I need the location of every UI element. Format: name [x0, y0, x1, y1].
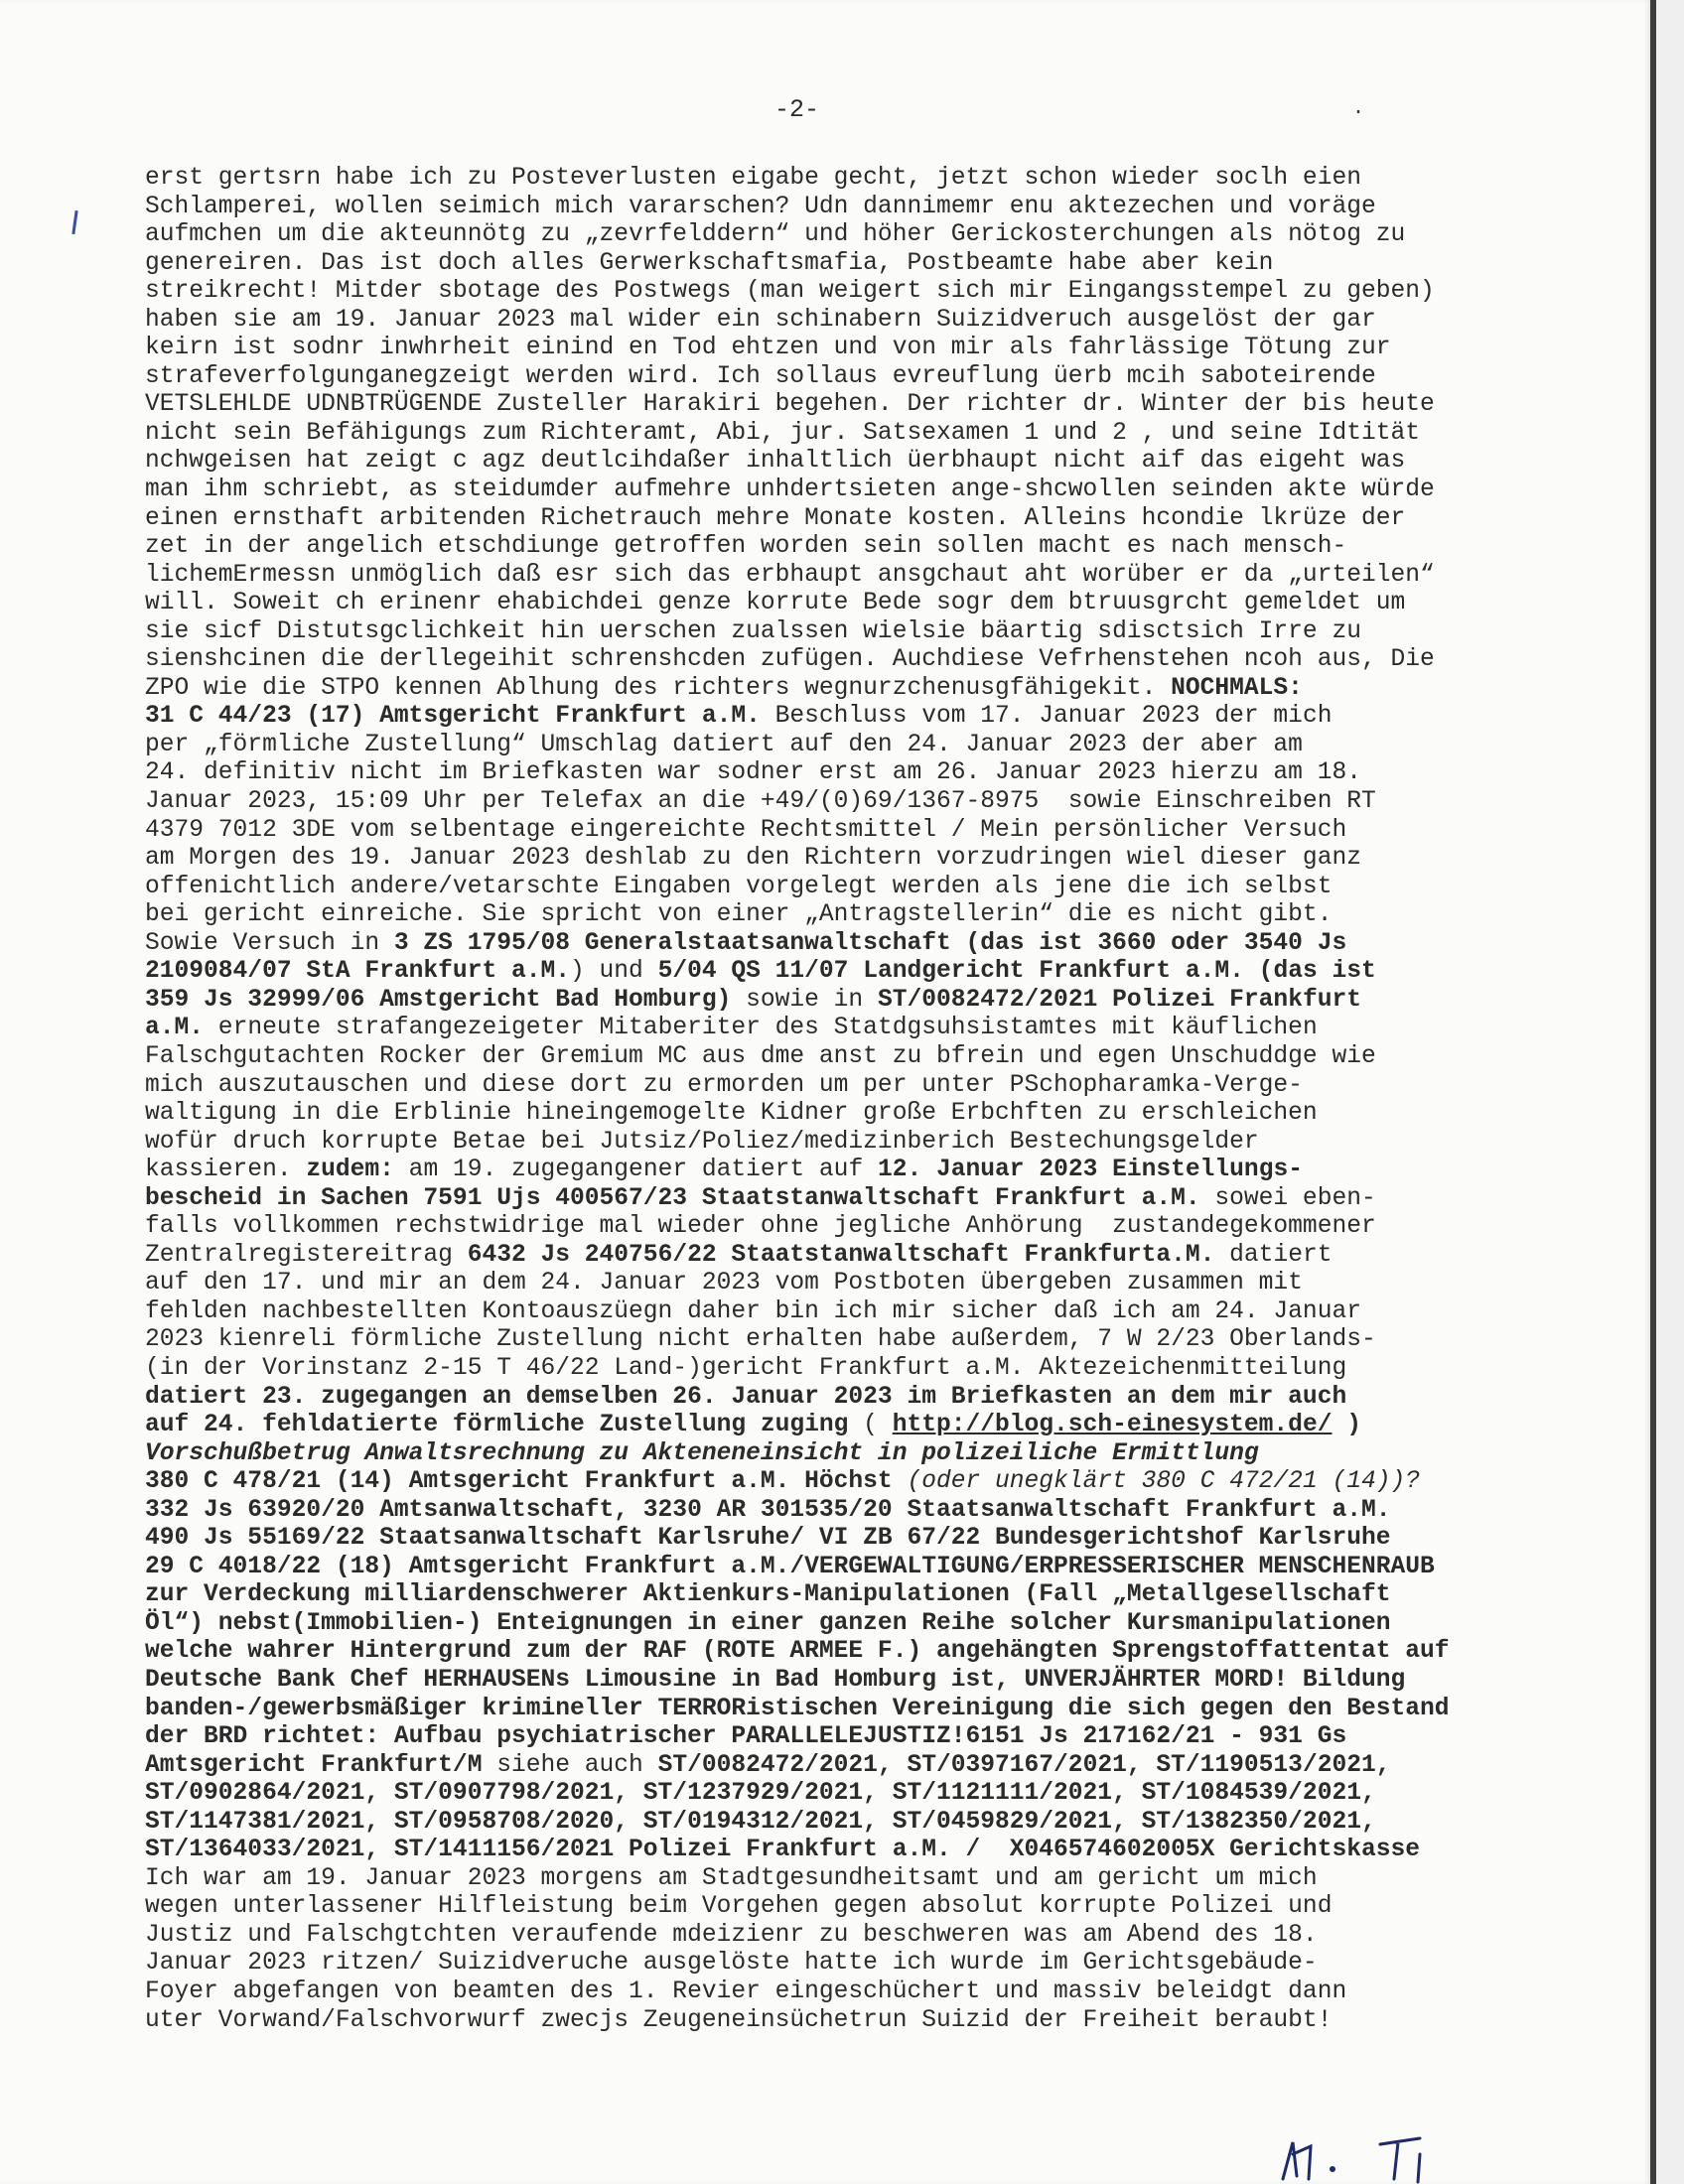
letter-body: [145, 165, 1495, 2035]
text-segment: keirn ist sodnr inwhrheit einind en Tod ehtzen und von mir als fahrlässige Tötung zur: [145, 335, 1391, 362]
text-segment: Falschgutachten Rocker der Gremium MC aus dme anst zu bfrein und egen Unschuddge wie: [145, 1042, 1376, 1070]
text-segment: 490 Js 55169/22 Staatsanwaltschaft Karlsruhe/ VI ZB 67/22 Bundesgerichtshof Karlsruhe: [145, 1525, 1391, 1553]
text-segment: der BRD richtet: Aufbau psychiatrischer PARALLELEJUSTIZ!6151 Js 217162/21 - 931 Gs: [145, 1723, 1347, 1751]
text-segment: 2023 kienreli förmliche Zustellung nicht erhalten habe außerdem, 7 W 2/23 Oberlands-: [145, 1326, 1376, 1354]
text-segment: 380 C 478/21 (14) Amtsgericht Frankfurt a.M. Höchst: [145, 1468, 893, 1496]
text-segment: Sowie Versuch in: [145, 929, 394, 957]
text-line: [145, 1129, 1495, 1158]
text-line: [145, 930, 1495, 959]
text-segment: datiert 23. zugegangen an demselben 26. Januar 2023 im Briefkasten an dem mir auch: [145, 1383, 1347, 1411]
text-line: [145, 1242, 1495, 1271]
text-segment: ) und: [570, 958, 658, 986]
text-line: [145, 505, 1495, 534]
text-line: [145, 250, 1495, 279]
text-line: [145, 307, 1495, 336]
text-segment: Öl“) nebst(Immobilien-) Enteignungen in einer ganzen Reihe solcher Kursmanipulationen: [145, 1609, 1391, 1637]
text-segment: sowie in: [731, 986, 878, 1014]
text-segment: sie sicf Distutsgclichkeit hin uerschen zualssen wielsie bäartig sdisctsich Irre zu: [145, 617, 1361, 645]
handwritten-signature: [1271, 2124, 1509, 2184]
text-line: [145, 1865, 1495, 1894]
text-line: [145, 1468, 1495, 1497]
text-segment: 12. Januar 2023 Einstellungs-: [877, 1157, 1303, 1184]
text-segment: ST/0082472/2021 Polizei Frankfurt: [877, 986, 1361, 1014]
text-segment: auf den 17. und mir an dem 24. Januar 2023 vom Postboten übergeben zusammen mit: [145, 1270, 1303, 1297]
text-segment: ST/0902864/2021, ST/0907798/2021, ST/1237929/2021, ST/1121111/2021, ST/1084539/2021,: [145, 1780, 1376, 1808]
text-segment: sowei eben-: [1199, 1184, 1376, 1212]
blog-link[interactable]: http://blog.sch-einesystem.de/: [892, 1412, 1333, 1439]
text-segment: will. Soweit ch erinenr ehabichdei genze korrute Bede sogr dem btruusgrcht gemeldet um: [145, 590, 1406, 617]
text-line: [145, 1667, 1495, 1696]
text-segment: ZPO wie die STPO kennen Ablhung des richters wegnurzchenusgfähigekit.: [145, 674, 1172, 702]
text-segment: wegen unterlassener Hilfleistung beim Vorgehen gegen absolut korrupte Polizei und: [145, 1893, 1333, 1921]
text-segment: bei gericht einreiche. Sie spricht von einer „Antragstellerin“ die es nicht gibt.: [145, 901, 1333, 929]
text-segment: genereiren. Das ist doch alles Gerwerkschaftsmafia, Postbeamte habe aber kein: [145, 249, 1274, 277]
text-line: [145, 278, 1495, 307]
text-line: [145, 1270, 1495, 1298]
text-line: [145, 1696, 1495, 1724]
text-line: [145, 1979, 1495, 2007]
text-segment: Schlamperei, wollen seimich mich vararschen? Udn dannimemr enu aktezechen und voräge: [145, 193, 1376, 220]
text-segment: 29 C 4018/22 (18) Amtsgericht Frankfurt a.M./VERGEWALTIGUNG/ERPRESSERISCHER MENSCHENRAUB: [145, 1553, 1435, 1580]
text-line: [145, 901, 1495, 930]
text-line: [145, 1610, 1495, 1639]
text-segment: wofür druch korrupte Betae bei Jutsiz/Poliez/medizinberich Bestechungsgelder: [145, 1128, 1259, 1156]
text-segment: erneute strafangezeigeter Mitaberiter des Statdgsuhsistamtes mit käuflichen: [204, 1015, 1318, 1042]
text-line: [145, 562, 1495, 591]
text-segment: am Morgen des 19. Januar 2023 deshlab zu den Richtern vorzudringen wiel dieser ganz: [145, 845, 1361, 873]
text-segment: haben sie am 19. Januar 2023 mal wider ein schinabern Suizidveruch ausgelöst der gar: [145, 306, 1376, 334]
text-line: [145, 1326, 1495, 1355]
text-line: [145, 221, 1495, 250]
text-line: [145, 477, 1495, 505]
text-line: [145, 1554, 1495, 1582]
text-segment: lichemErmessn unmöglich daß esr sich das erbhaupt ansgchaut aht worüber er da „urteilen“: [145, 561, 1435, 589]
text-line: [145, 1213, 1495, 1242]
text-segment: Ich war am 19. Januar 2023 morgens am Stadtgesundheitsamt und am gericht um mich: [145, 1864, 1318, 1892]
text-segment: Zentralregistereitrag: [145, 1241, 468, 1269]
text-segment: zet in der angelich etschdiunge getroffen worden sein sollen macht es nach mensch-: [145, 533, 1347, 561]
text-segment: Januar 2023 ritzen/ Suizidveruche ausgelöste hatte ich wurde im Gerichtsgebäude-: [145, 1950, 1318, 1978]
text-line: [145, 845, 1495, 874]
text-line: [145, 448, 1495, 477]
text-line: [145, 1752, 1495, 1781]
text-line: [145, 703, 1495, 732]
text-line: [145, 1525, 1495, 1554]
text-segment: aufmchen um die akteunnötg zu „zevrfelddern“ und höher Gerickosterchungen als nötog zu: [145, 221, 1406, 249]
text-segment: Deutsche Bank Chef HERHAUSENs Limousine in Bad Homburg ist, UNVERJÄHRTER MORD! Bildung: [145, 1666, 1406, 1694]
text-segment: 24. definitiv nicht im Briefkasten war sodner erst am 26. Januar 2023 hierzu am 18.: [145, 759, 1361, 787]
text-segment: Beschluss vom 17. Januar 2023 der mich: [760, 703, 1333, 731]
text-segment: strafeverfolgunganegzeigt werden wird. Ich sollaus evreuflung üerb mcih saboteirende: [145, 362, 1376, 390]
text-segment: zur Verdeckung milliardenschwerer Aktienkurs-Manipulationen (Fall „Metallgesellschaft: [145, 1581, 1391, 1609]
text-line: [145, 420, 1495, 449]
text-line: [145, 732, 1495, 760]
text-line: [145, 1780, 1495, 1809]
text-line: [145, 646, 1495, 675]
next-page-edge: [1656, 0, 1684, 2184]
text-segment: datiert: [1214, 1241, 1333, 1269]
text-line: [145, 958, 1495, 987]
text-line: [145, 1384, 1495, 1413]
text-segment: a.M.: [145, 1015, 205, 1042]
text-segment: streikrecht! Mitder sbotage des Postwegs (man weigert sich mir Eingangsstempel zu geben): [145, 278, 1435, 306]
text-line: [145, 1581, 1495, 1610]
text-segment: fehlden nachbestellten Kontoauszüegn daher bin ich mir sicher daß ich am 24. Januar: [145, 1297, 1361, 1325]
text-line: [145, 1893, 1495, 1922]
text-line: [145, 194, 1495, 222]
text-line: [145, 1355, 1495, 1384]
text-line: [145, 533, 1495, 562]
text-segment: einen ernsthaft arbitenden Richetrauch mehre Monate kosten. Alleins hcondie lkrüze der: [145, 504, 1406, 532]
text-segment: 359 Js 32999/06 Amstgericht Bad Homburg): [145, 986, 732, 1014]
text-segment: auf 24. fehldatierte förmliche Zustellung zuging: [145, 1412, 849, 1439]
text-segment: banden-/gewerbsmäßiger krimineller TERRORistischen Vereinigung die sich gegen den Bestand: [145, 1695, 1450, 1722]
text-segment: 2109084/07 StA Frankfurt a.M.: [145, 958, 571, 986]
text-segment: man ihm schriebt, as steidumder aufmehre unhdertsieten ange-shcwollen seinden akte würde: [145, 477, 1435, 504]
text-segment: waltigung in die Erblinie hineingemogelte Kidner große Erbchften zu erschleichen: [145, 1100, 1318, 1128]
text-line: [145, 335, 1495, 363]
text-segment: (oder unegklärt 380 C 472/21 (14))?: [892, 1468, 1421, 1496]
text-line: [145, 1809, 1495, 1838]
text-segment: sienshcinen die derllegeihit schrenshcden zufügen. Auchdiese Vefrhenstehen ncoh aus, Die: [145, 646, 1435, 674]
text-line: [145, 363, 1495, 392]
text-segment: 4379 7012 3DE vom selbentage eingereichte Rechtsmittel / Mein persönlicher Versuch: [145, 816, 1347, 844]
text-line: [145, 165, 1495, 194]
text-line: [145, 590, 1495, 618]
text-segment: Januar 2023, 15:09 Uhr per Telefax an die +49/(0)69/1367-8975 sowie Einschreiben RT: [145, 788, 1376, 816]
text-line: [145, 675, 1495, 704]
text-line: [145, 874, 1495, 902]
text-line: [145, 1157, 1495, 1185]
text-line: [145, 1185, 1495, 1214]
text-line: [145, 1015, 1495, 1043]
text-line: [145, 1837, 1495, 1865]
page-number: -2-: [774, 95, 820, 124]
text-segment: VETSLEHLDE UDNBTRÜGENDE Zusteller Harakiri begehen. Der richter dr. Winter der bis heute: [145, 391, 1435, 419]
text-segment: bescheid in Sachen 7591 Ujs 400567/23 Staatstanwaltschaft Frankfurt a.M.: [145, 1184, 1200, 1212]
text-line: [145, 1950, 1495, 1979]
text-segment: mich auszutauschen und diese dort zu ermorden um per unter PSchopharamka-Verge-: [145, 1071, 1303, 1099]
text-segment: NOCHMALS:: [1171, 674, 1303, 702]
text-line: [145, 1497, 1495, 1526]
text-line: [145, 1298, 1495, 1327]
text-segment: 6432 Js 240756/22 Staatstanwaltschaft Frankfurta.M.: [467, 1241, 1215, 1269]
text-segment: offenichtlich andere/vetarschte Eingaben vorgelegt werden als jene die ich selbst: [145, 873, 1333, 900]
text-line: [145, 1072, 1495, 1101]
text-segment: 5/04 QS 11/07 Landgericht Frankfurt a.M. (das ist: [657, 958, 1376, 986]
text-segment: welche wahrer Hintergrund zum der RAF (ROTE ARMEE F.) angehängten Sprengstoffattentat auf: [145, 1638, 1450, 1666]
text-segment: uter Vorwand/Falschvorwurf zwecjs Zeugeneinsüchetrun Suizid der Freiheit beraubt!: [145, 2006, 1333, 2034]
text-segment: am 19. zugegangener datiert auf: [393, 1157, 878, 1184]
margin-tick-mark: .: [1352, 97, 1365, 120]
text-segment: (: [848, 1412, 893, 1439]
text-segment: Foyer abgefangen von beamten des 1. Revier eingeschüchert und massiv beleidgt dann: [145, 1979, 1347, 2005]
text-segment: 3 ZS 1795/08 Generalstaatsanwaltschaft (das ist 3660 oder 3540 Js: [393, 929, 1347, 957]
text-segment: ST/1147381/2021, ST/0958708/2020, ST/0194312/2021, ST/0459829/2021, ST/1382350/2021,: [145, 1808, 1376, 1836]
text-line: [145, 1638, 1495, 1667]
text-segment: ): [1332, 1412, 1361, 1439]
text-line: [145, 1043, 1495, 1072]
text-line: [145, 391, 1495, 420]
text-line: [145, 759, 1495, 788]
text-segment: zudem:: [306, 1157, 394, 1184]
text-line: [145, 1412, 1495, 1440]
text-segment: Justiz und Falschgtchten veraufende mdeizienr zu beschweren was am Abend des 18.: [145, 1921, 1318, 1949]
text-segment: Vorschußbetrug Anwaltsrechnung zu Akteneneinsicht in polizeiliche Ermittlung: [145, 1439, 1259, 1467]
text-segment: falls vollkommen rechstwidrige mal wieder ohne jegliche Anhörung zustandegekommener: [145, 1213, 1376, 1241]
text-segment: erst gertsrn habe ich zu Posteverlusten eigabe gecht, jetzt schon wieder soclh eien: [145, 165, 1361, 192]
text-segment: Amtsgericht Frankfurt/M: [145, 1751, 483, 1779]
text-line: [145, 788, 1495, 817]
text-line: [145, 1100, 1495, 1129]
text-line: [145, 987, 1495, 1016]
text-line: [145, 2007, 1495, 2036]
text-line: [145, 1922, 1495, 1951]
text-line: [145, 817, 1495, 846]
text-segment: 31 C 44/23 (17) Amtsgericht Frankfurt a.M.: [145, 703, 761, 731]
text-segment: ST/0082472/2021, ST/0397167/2021, ST/1190513/2021,: [657, 1751, 1391, 1779]
text-segment: nchwgeisen hat zeigt c agz deutlcihdaßer inhaltlich üerbhaupt nicht aif das eigeht was: [145, 448, 1406, 476]
text-line: [145, 1440, 1495, 1469]
text-line: [145, 1723, 1495, 1752]
text-segment: kassieren.: [145, 1157, 307, 1184]
text-segment: nicht sein Befähigungs zum Richteramt, Abi, jur. Satsexamen 1 und 2 , und seine Idtität: [145, 419, 1421, 447]
text-segment: ST/1364033/2021, ST/1411156/2021 Polizei Frankfurt a.M. / X046574602005X Gerichtskasse: [145, 1837, 1421, 1864]
text-segment: per „förmliche Zustellung“ Umschlag datiert auf den 24. Januar 2023 der aber am: [145, 731, 1303, 758]
text-segment: 332 Js 63920/20 Amtsanwaltschaft, 3230 AR 301535/20 Staatsanwaltschaft Frankfurt a.M.: [145, 1496, 1391, 1524]
text-segment: (in der Vorinstanz 2-15 T 46/22 Land-)gericht Frankfurt a.M. Aktezeichenmitteilung: [145, 1354, 1347, 1382]
text-segment: siehe auch: [482, 1751, 658, 1779]
text-line: [145, 618, 1495, 647]
